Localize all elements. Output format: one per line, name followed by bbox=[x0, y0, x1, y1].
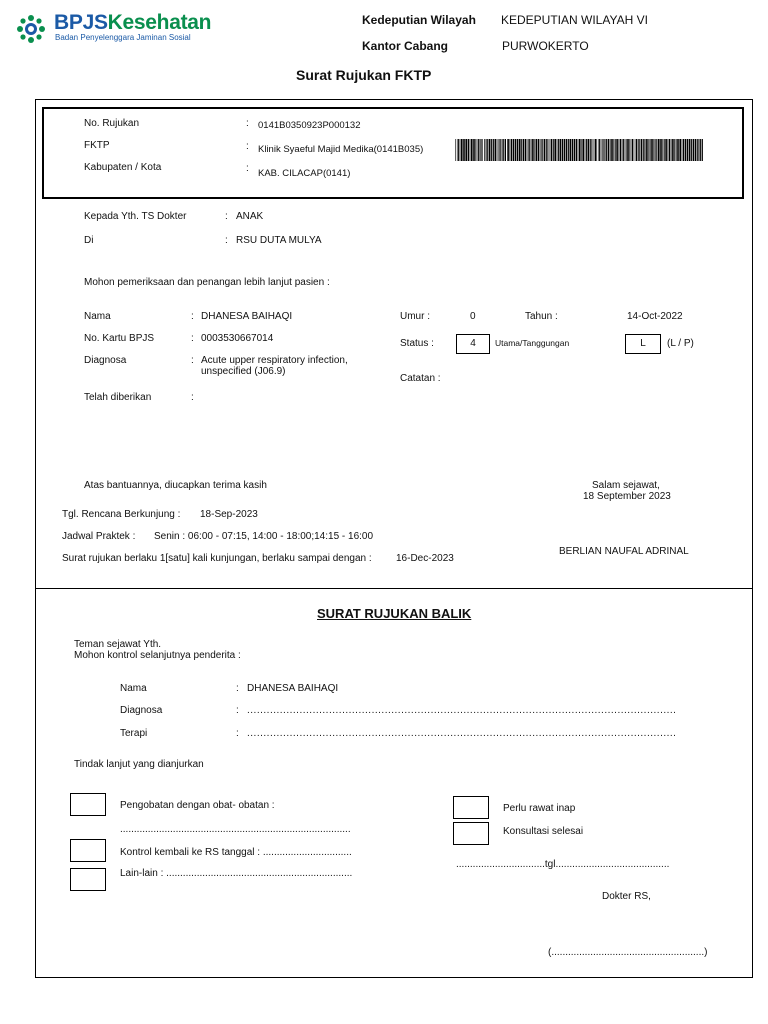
rawat-inap-checkbox[interactable] bbox=[453, 796, 489, 819]
thanks-text: Atas bantuannya, diucapkan terima kasih bbox=[84, 480, 267, 491]
kepada-colon: : bbox=[225, 211, 228, 222]
diagnosa-value-line1: Acute upper respiratory infection, bbox=[201, 355, 348, 366]
tgl-line: ................................tgl......................................... bbox=[456, 859, 670, 870]
rawat-inap-label: Perlu rawat inap bbox=[503, 803, 576, 814]
kartu-value: 0003530667014 bbox=[201, 333, 274, 344]
balik-nama-colon: : bbox=[236, 683, 239, 694]
pengobatan-dots: ................................................................................... bbox=[120, 824, 351, 835]
diagnosa-colon: : bbox=[191, 355, 194, 366]
berlaku-label: Surat rujukan berlaku 1[satu] kali kunjungan, berlaku sampai dengan : bbox=[62, 553, 372, 564]
nama-label: Nama bbox=[84, 311, 111, 322]
kabupaten-label: Kabupaten / Kota bbox=[84, 162, 162, 173]
kedeputian-value: KEDEPUTIAN WILAYAH VI bbox=[501, 13, 648, 27]
status-label: Status : bbox=[400, 338, 434, 349]
doctor-name: BERLIAN NAUFAL ADRINAL bbox=[559, 546, 689, 557]
page-title: Surat Rujukan FKTP bbox=[296, 67, 432, 83]
rencana-label: Tgl. Rencana Berkunjung : bbox=[62, 509, 181, 520]
diagnosa-value-line2: unspecified (J06.9) bbox=[201, 366, 286, 377]
bpjs-logo-icon bbox=[16, 14, 46, 44]
no-rujukan-colon: : bbox=[246, 118, 249, 129]
barcode-image bbox=[455, 139, 705, 161]
balik-nama-label: Nama bbox=[120, 683, 147, 694]
pengobatan-checkbox[interactable] bbox=[70, 793, 106, 816]
logo-brand-kesehatan: Kesehatan bbox=[107, 11, 212, 34]
mohon-text: Mohon kontrol selanjutnya penderita : bbox=[74, 650, 241, 661]
balik-diagnosa-line: ................................................................................................................................... bbox=[247, 705, 677, 716]
fktp-label: FKTP bbox=[84, 140, 110, 151]
letter-date: 18 September 2023 bbox=[583, 491, 671, 502]
di-value: RSU DUTA MULYA bbox=[236, 235, 322, 246]
kartu-colon: : bbox=[191, 333, 194, 344]
berlaku-value: 16-Dec-2023 bbox=[396, 553, 454, 564]
dokter-rs-label: Dokter RS, bbox=[602, 891, 651, 902]
fktp-colon: : bbox=[246, 141, 249, 152]
no-rujukan-value: 0141B0350923P000132 bbox=[258, 120, 361, 131]
gender-desc: (L / P) bbox=[667, 338, 694, 349]
balik-nama-value: DHANESA BAIHAQI bbox=[247, 683, 339, 694]
umur-label: Umur : bbox=[400, 311, 430, 322]
di-colon: : bbox=[225, 235, 228, 246]
umur-value: 0 bbox=[470, 311, 476, 322]
jadwal-value: Senin : 06:00 - 07:15, 14:00 - 18:00;14:15 - 16:00 bbox=[154, 531, 374, 542]
kontrol-checkbox[interactable] bbox=[70, 839, 106, 862]
balik-terapi-colon: : bbox=[236, 728, 239, 739]
kedeputian-label: Kedeputian Wilayah bbox=[362, 13, 476, 27]
kantor-label: Kantor Cabang bbox=[362, 39, 449, 53]
di-label: Di bbox=[84, 235, 94, 246]
request-text: Mohon pemeriksaan dan penangan lebih lanjut pasien : bbox=[84, 277, 330, 288]
logo-brand-bpjs: BPJS bbox=[54, 11, 108, 34]
balik-diagnosa-label: Diagnosa bbox=[120, 705, 163, 716]
pengobatan-label: Pengobatan dengan obat- obatan : bbox=[120, 800, 275, 811]
rencana-value: 18-Sep-2023 bbox=[200, 509, 258, 520]
gender-value: L bbox=[640, 338, 646, 349]
tahun-label: Tahun : bbox=[525, 311, 558, 322]
salam-text: Salam sejawat, bbox=[592, 480, 660, 491]
nama-value: DHANESA BAIHAQI bbox=[201, 311, 293, 322]
section-divider bbox=[35, 588, 752, 589]
konsultasi-label: Konsultasi selesai bbox=[503, 826, 584, 837]
gender-box bbox=[625, 334, 661, 354]
teman-text: Teman sejawat Yth. bbox=[74, 639, 162, 650]
kontrol-label: Kontrol kembali ke RS tanggal : ................................ bbox=[120, 847, 352, 858]
status-desc: Utama/Tanggungan bbox=[495, 338, 570, 348]
logo-tagline: Badan Penyelenggara Jaminan Sosial bbox=[55, 33, 191, 42]
kepada-label: Kepada Yth. TS Dokter bbox=[84, 211, 187, 222]
kabupaten-value: KAB. CILACAP(0141) bbox=[258, 168, 351, 179]
kantor-value: PURWOKERTO bbox=[502, 39, 589, 53]
balik-terapi-label: Terapi bbox=[120, 728, 148, 739]
balik-title: SURAT RUJUKAN BALIK bbox=[317, 606, 472, 621]
catatan-label: Catatan : bbox=[400, 373, 441, 384]
balik-terapi-line: ................................................................................................................................... bbox=[247, 728, 677, 739]
lain-checkbox[interactable] bbox=[70, 868, 106, 891]
fktp-value: Klinik Syaeful Majid Medika(0141B035) bbox=[258, 144, 424, 155]
no-rujukan-label: No. Rujukan bbox=[84, 118, 140, 129]
signature-line: (.......................................................) bbox=[548, 947, 708, 958]
diberikan-colon: : bbox=[191, 392, 194, 403]
nama-colon: : bbox=[191, 311, 194, 322]
kartu-label: No. Kartu BPJS bbox=[84, 333, 155, 344]
jadwal-label: Jadwal Praktek : bbox=[62, 531, 136, 542]
tahun-value: 14-Oct-2022 bbox=[627, 311, 683, 322]
diagnosa-label: Diagnosa bbox=[84, 355, 127, 366]
lain-label: Lain-lain : ................................................................... bbox=[120, 868, 353, 879]
status-value: 4 bbox=[470, 338, 476, 349]
status-box bbox=[456, 334, 490, 354]
konsultasi-checkbox[interactable] bbox=[453, 822, 489, 845]
kepada-value: ANAK bbox=[236, 211, 264, 222]
logo-wordmark bbox=[54, 11, 211, 35]
diberikan-label: Telah diberikan bbox=[84, 392, 152, 403]
balik-diagnosa-colon: : bbox=[236, 705, 239, 716]
tindak-text: Tindak lanjut yang dianjurkan bbox=[74, 759, 204, 770]
kabupaten-colon: : bbox=[246, 163, 249, 174]
